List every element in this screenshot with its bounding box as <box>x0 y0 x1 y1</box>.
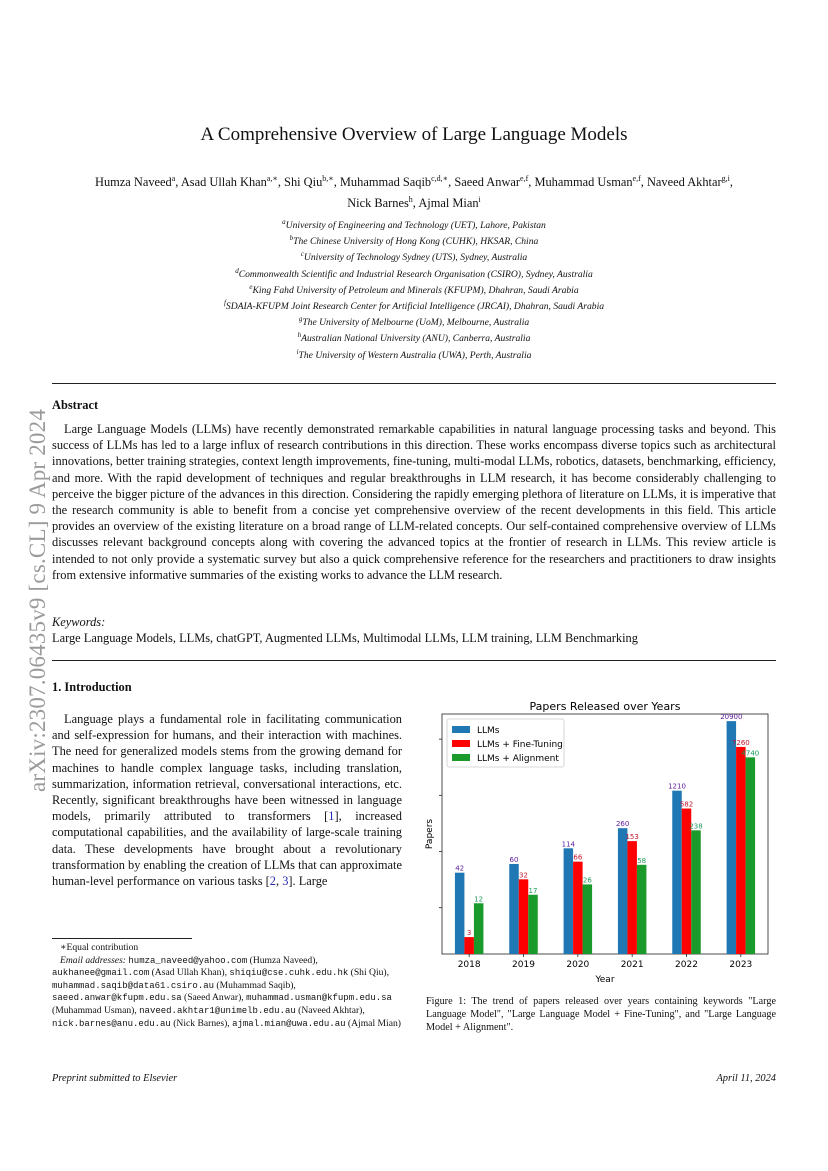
citation-link[interactable]: 3 <box>282 874 289 889</box>
affiliation-text: King Fahd University of Petroleum and Minerals (KFUPM), Dhahran, Saudi Arabia <box>252 284 579 296</box>
footer-preprint: Preprint submitted to Elsevier <box>52 1073 178 1084</box>
data-label: 260 <box>615 820 630 829</box>
data-label: 114 <box>561 840 576 849</box>
bar <box>573 862 583 954</box>
top-divider <box>52 383 776 384</box>
abstract-heading: Abstract <box>52 398 99 412</box>
author-affiliation-mark: b,∗ <box>322 174 334 183</box>
email-link[interactable]: humza_naveed@yahoo.com <box>128 955 248 966</box>
affiliation-mark: f <box>223 298 226 307</box>
data-label: 26 <box>582 876 592 885</box>
author-name: Asad Ullah Khan <box>180 175 267 190</box>
keywords-heading: Keywords: <box>52 615 106 629</box>
author-line-2: Nick Barnes$^h$, Ajmal Mian$^i$ <box>347 195 481 211</box>
x-tick-label: 2019 <box>512 960 535 970</box>
author-affiliation-mark: h <box>408 195 413 205</box>
email-owner: (Muhammad Saqib), <box>214 979 296 991</box>
email-list <box>52 955 404 1031</box>
x-tick-label: 2021 <box>620 960 644 970</box>
email-owner: (Ajmal Mian) <box>345 1017 401 1029</box>
author-list <box>52 170 776 212</box>
email-link[interactable]: naveed.akhtar1@unimelb.edu.au <box>139 1005 296 1016</box>
email-owner: (Saeed Anwar), <box>181 992 247 1004</box>
affiliation-mark: a <box>282 218 286 226</box>
affiliation-text: The University of Western Australia (UWA), Perth, Australia <box>298 349 532 361</box>
intro-text-1: Language plays a fundamental role in facilitating communication and self-expression for humans, and their interaction with machines. The need for generalized models stems from the growing demand for machines to handle complex language tasks, including translation, summarization, information retrieval, conversational interactions, etc. Recently, significant breakthroughs have been witnessed in language models, primarily attributed to transformers [ <box>52 712 402 824</box>
paper-title: A Comprehensive Overview of Large Language Models <box>200 124 628 145</box>
bar <box>528 895 538 954</box>
data-label: 20900 <box>720 713 743 722</box>
citation-separator: , <box>276 874 283 889</box>
bar <box>618 828 628 954</box>
intro-text-3: ]. Large <box>288 874 328 889</box>
affiliation-mark: c <box>300 250 304 259</box>
affiliation-line <box>52 329 776 345</box>
email-link[interactable]: saeed.anwar@kfupm.edu.sa <box>52 993 182 1004</box>
data-label: 12 <box>474 895 484 904</box>
affiliation-list <box>52 216 776 362</box>
email-owner: (Asad Ullah Khan), <box>149 967 230 979</box>
affiliation-line <box>52 297 776 313</box>
legend-swatch <box>452 726 470 733</box>
author-name: Humza Naveed <box>95 175 172 190</box>
author-name: Muhammad Saqib <box>339 175 432 190</box>
email-owner: (Shi Qiu), <box>348 967 390 979</box>
author-affiliation-mark: c,d,∗ <box>431 174 449 183</box>
affiliation-mark: i <box>296 347 299 356</box>
email-owner: (Naveed Akhtar), <box>295 1004 365 1016</box>
author-affiliation-mark: a <box>171 174 176 183</box>
affiliation-mark: e <box>249 282 253 291</box>
citation-link[interactable]: 2 <box>269 874 276 889</box>
footnote-divider <box>52 938 192 939</box>
x-tick-label: 2020 <box>566 960 590 970</box>
x-tick-label: 2022 <box>675 960 698 970</box>
data-label: 238 <box>689 822 703 831</box>
bar <box>509 864 519 954</box>
bar <box>637 865 647 954</box>
bar <box>464 937 474 954</box>
affiliation-line <box>52 313 776 329</box>
data-label: 17 <box>528 886 538 895</box>
affiliation-mark: b <box>289 234 294 243</box>
figure-caption: Figure 1: The trend of papers released over years containing keywords "Large Language Model", "Large Language Model + Fine-Tuning", and "Large Language Model + Alignment". <box>426 996 776 1034</box>
email-owner: (Humza Naveed), <box>247 954 318 966</box>
affiliation-mark: d <box>235 266 239 275</box>
keywords-text: Large Language Models, LLMs, chatGPT, Augmented LLMs, Multimodal LLMs, LLM training, LLM Benchmarking <box>52 631 638 645</box>
x-tick-label: 2018 <box>457 960 481 970</box>
bar <box>746 757 756 954</box>
author-affiliation-mark: g,i <box>721 174 730 183</box>
footer-date: April 11, 2024 <box>716 1073 776 1084</box>
data-label: 3 <box>466 929 472 938</box>
email-owner: (Muhammad Usman), <box>52 1004 140 1016</box>
affiliation-line <box>52 281 776 297</box>
author-affiliation-mark: e,f <box>520 174 529 183</box>
affiliation-line <box>52 265 776 281</box>
data-label: 582 <box>679 800 694 809</box>
affiliation-text: Australian National University (ANU), Canberra, Australia <box>301 333 531 345</box>
data-label: 7260 <box>731 738 750 747</box>
email-link[interactable]: muhammad.saqib@data61.csiro.au <box>52 980 215 991</box>
data-label: 1210 <box>668 782 686 791</box>
x-tick-label: 2023 <box>729 960 753 970</box>
bottom-divider <box>52 660 776 661</box>
section-heading: 1. Introduction <box>52 680 132 694</box>
author-affiliation-mark: a,∗ <box>266 174 278 183</box>
author-name: Shi Qiu <box>284 175 323 190</box>
affiliation-text: University of Engineering and Technology (UET), Lahore, Pakistan <box>285 220 546 232</box>
author-name: Naveed Akhtar <box>646 175 722 190</box>
affiliation-mark: h <box>297 331 302 340</box>
x-axis-label: Year <box>595 975 615 985</box>
affiliation-text: Commonwealth Scientific and Industrial Research Organisation (CSIRO), Sydney, Australia <box>238 268 593 280</box>
data-label: 4740 <box>741 749 760 758</box>
intro-text-2: ], increased computational capabilities, and the availability of large-scale training data. These developments have brought about a revolutionary transformation by enabling the creation of LLMs that can approximate human-level performance on various tasks [ <box>52 809 402 889</box>
legend-label: LLMs <box>477 726 500 736</box>
affiliation-line <box>52 216 776 232</box>
email-link[interactable]: nick.barnes@anu.edu.au <box>52 1018 171 1029</box>
affiliation-text: The University of Melbourne (UoM), Melbourne, Australia <box>302 317 530 329</box>
chart-title: Papers Released over Years <box>529 700 681 713</box>
bar <box>672 791 682 954</box>
y-axis-label: Papers <box>425 818 435 850</box>
papers-bar-chart <box>420 696 776 988</box>
affiliation-line <box>52 248 776 264</box>
legend-swatch <box>452 740 470 747</box>
email-owner: (Nick Barnes), <box>170 1017 233 1029</box>
intro-paragraph <box>52 711 402 889</box>
affiliation-text: SDAIA-KFUPM Joint Research Center for Artificial Intelligence (JRCAI), Dhahran, Saudi Arabia <box>225 301 605 313</box>
data-label: 153 <box>625 833 639 842</box>
legend-swatch <box>452 754 470 761</box>
author-name: Saeed Anwar <box>454 175 521 190</box>
author-name: Muhammad Usman <box>534 175 633 190</box>
legend-label: LLMs + Alignment <box>477 754 559 764</box>
data-label: 60 <box>509 855 519 864</box>
email-link[interactable]: muhammad.usman@kfupm.edu.sa <box>246 993 392 1004</box>
bar <box>727 721 737 954</box>
affiliation-mark: g <box>298 315 303 324</box>
email-link[interactable]: shiqiu@cse.cuhk.edu.hk <box>229 968 349 979</box>
email-label: Email addresses: <box>60 954 126 966</box>
bar <box>474 903 484 954</box>
bar <box>691 830 701 954</box>
bar <box>736 747 746 954</box>
author-affiliation-mark: e,f <box>632 174 641 183</box>
footnote <box>52 942 404 1030</box>
affiliation-text: The Chinese University of Hong Kong (CUHK), HKSAR, China <box>293 236 539 248</box>
bar <box>564 848 574 954</box>
data-label: 42 <box>455 864 465 873</box>
author-name: Nick Barnes <box>347 196 409 211</box>
author-line-1: Humza Naveed$^a$, Asad Ullah Khan$^{a,∗}$, Shi Qiu$^{b,∗}$, Muhammad Saqib$^{c,d,∗}$, Saeed Anwar$^{e,f}$, Muhammad Usman$^{e,f}$, Naveed Akhtar$^{g,i}$, <box>95 174 733 190</box>
author-affiliation-mark: i <box>478 195 481 205</box>
data-label: 32 <box>519 871 528 880</box>
equal-contribution-note: ∗Equal contribution <box>60 942 139 953</box>
affiliation-line <box>52 232 776 248</box>
bar <box>583 884 593 954</box>
bar <box>519 879 529 954</box>
data-label: 58 <box>637 856 647 865</box>
legend-label: LLMs + Fine-Tuning <box>477 740 563 750</box>
bar <box>627 841 637 954</box>
affiliation-text: University of Technology Sydney (UTS), Sydney, Australia <box>303 252 528 264</box>
affiliation-line <box>52 346 776 362</box>
abstract-text: Large Language Models (LLMs) have recently demonstrated remarkable capabilities in natural language processing tasks and beyond. This success of LLMs has led to a large influx of research contributions in this direction. These works encompass diverse topics such as architectural innovations, better training strategies, context length improvements, fine-tuning, multi-modal LLMs, robotics, datasets, benchmarking, efficiency, and more. With the rapid development of techniques and regular breakthroughs in LLM research, it has become considerably challenging to perceive the bigger picture of the advances in this direction. Considering the rapidly emerging plethora of literature on LLMs, it is imperative that the research community is able to benefit from a concise yet comprehensive overview of the recent developments in this field. This article provides an overview of the existing literature on a broad range of LLM-related concepts. Our self-contained comprehensive overview of LLMs discusses relevant background concepts along with covering the advanced topics at the frontier of research in LLMs. This review article is intended to not only provide a systematic survey but also a quick comprehensive reference for the researchers and practitioners to draw insights from extensive informative summaries of the existing works to advance the LLM research. <box>52 422 776 582</box>
data-label: 66 <box>573 853 583 862</box>
email-link[interactable]: aukhanee@gmail.com <box>52 968 150 979</box>
bar <box>455 873 465 954</box>
author-name: Ajmal Mian <box>418 196 479 211</box>
email-link[interactable]: ajmal.mian@uwa.edu.au <box>232 1018 346 1029</box>
citation-link[interactable]: 1 <box>328 809 335 824</box>
arxiv-identifier: arXiv:2307.06435v9 [cs.CL] 9 Apr 2024 <box>25 408 50 792</box>
